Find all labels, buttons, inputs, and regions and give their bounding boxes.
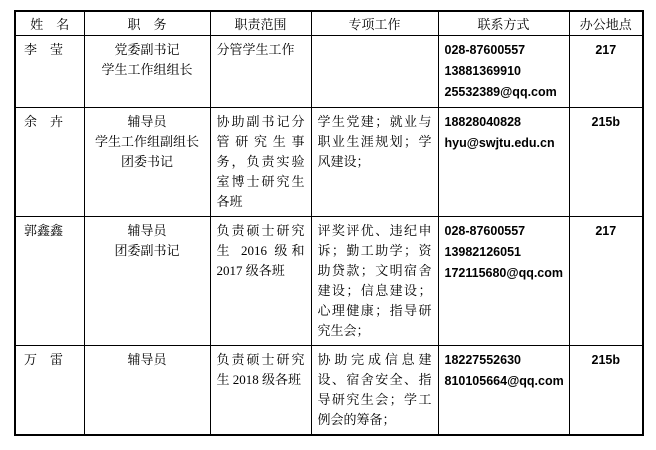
- contact-line: hyu@swjtu.edu.cn: [444, 136, 555, 150]
- table-row: [15, 36, 643, 108]
- contact-info: [438, 108, 569, 217]
- table-row: [15, 346, 643, 436]
- contact-line: 810105664@qq.com: [444, 374, 564, 388]
- position-line: 团委书记: [120, 154, 173, 169]
- staff-position: [84, 108, 210, 217]
- contact-line: 028-87600557: [444, 43, 526, 57]
- staff-position: [84, 36, 210, 108]
- special-work: 学生党建；就业与职业生涯规划；学风建设；: [311, 108, 438, 217]
- duty-scope: 负责硕士研究生 2018 级各班: [210, 346, 311, 436]
- duty-scope: 负责硕士研究生 2016 级和 2017 级各班: [210, 217, 311, 346]
- contact-info: [438, 217, 569, 346]
- staff-position: [84, 217, 210, 346]
- position-line: 辅导员: [127, 114, 167, 129]
- position-line: 团委副书记: [114, 243, 180, 258]
- col-header-office: 办公地点: [569, 11, 643, 36]
- special-work: 评奖评优、违纪申诉；勤工助学；资助贷款；文明宿舍建设；信息建设；心理健康；指导研究生会；: [311, 217, 438, 346]
- contact-line: 028-87600557: [444, 224, 526, 238]
- duty-scope: 协助副书记分管研究生事务，负责实验室博士研究生各班: [210, 108, 311, 217]
- contact-line: 13982126051: [444, 245, 521, 259]
- office-location: 215b: [569, 346, 643, 436]
- staff-name: 余 卉: [15, 108, 84, 217]
- staff-position: [84, 346, 210, 436]
- position-line: 辅导员: [127, 223, 167, 238]
- col-header-contact: 联系方式: [438, 11, 569, 36]
- col-header-name: 姓 名: [15, 11, 84, 36]
- contact-line: 18828040828: [444, 115, 521, 129]
- duty-scope: 分管学生工作: [210, 36, 311, 108]
- position-line: 辅导员: [127, 352, 167, 367]
- contact-line: 13881369910: [444, 64, 521, 78]
- special-work: 协助完成信息建设、宿舍安全、指导研究生会；学工例会的筹备；: [311, 346, 438, 436]
- office-location: 217: [569, 217, 643, 346]
- header-row: [15, 11, 643, 36]
- staff-duty-table: [14, 10, 644, 436]
- office-location: 217: [569, 36, 643, 108]
- position-line: 党委副书记: [114, 42, 180, 57]
- contact-line: 25532389@qq.com: [444, 85, 557, 99]
- contact-line: 172115680@qq.com: [444, 266, 564, 280]
- staff-name: 万 雷: [15, 346, 84, 436]
- staff-name: 郭鑫鑫: [15, 217, 84, 346]
- contact-info: [438, 346, 569, 436]
- contact-line: 18227552630: [444, 353, 521, 367]
- office-location: 215b: [569, 108, 643, 217]
- position-line: 学生工作组副组长: [94, 134, 199, 149]
- position-line: 学生工作组组长: [101, 62, 193, 77]
- special-work: [311, 36, 438, 108]
- col-header-scope: 职责范围: [210, 11, 311, 36]
- staff-name: 李 莹: [15, 36, 84, 108]
- col-header-special-work: 专项工作: [311, 11, 438, 36]
- table-row: [15, 217, 643, 346]
- table-row: [15, 108, 643, 217]
- col-header-position: 职 务: [84, 11, 210, 36]
- contact-info: [438, 36, 569, 108]
